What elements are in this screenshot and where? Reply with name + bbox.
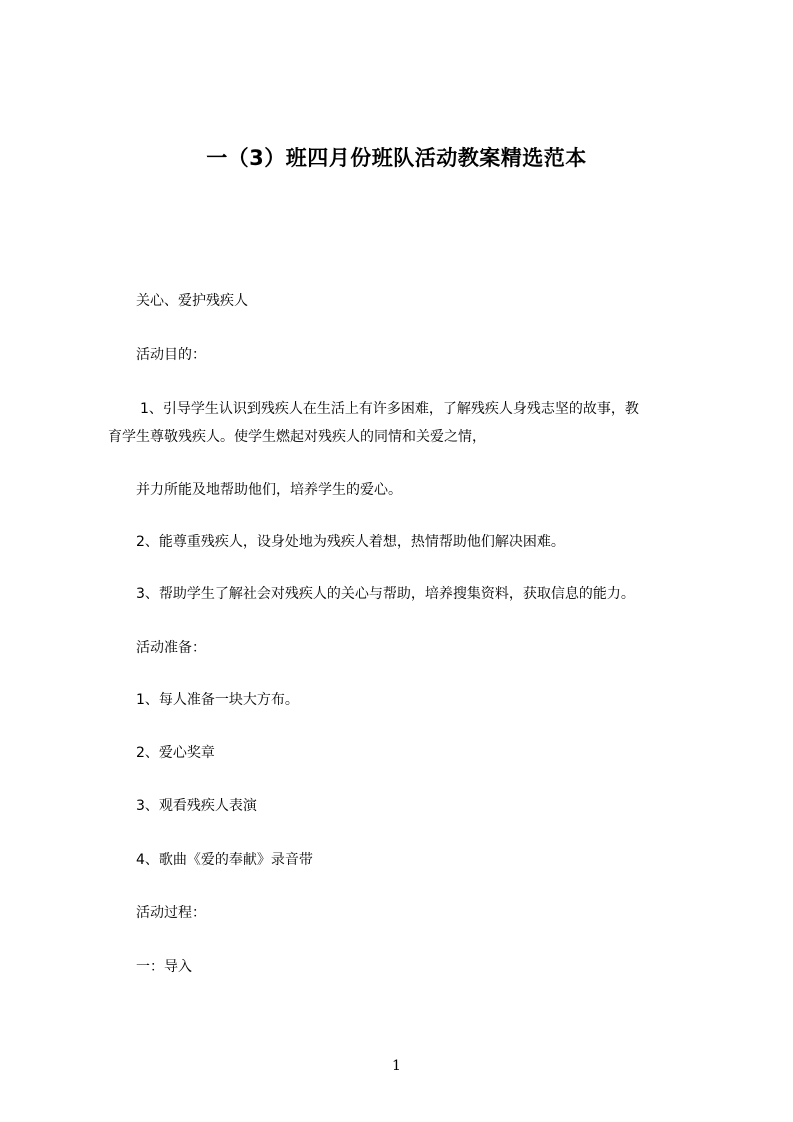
section-heading-care-disabled: 关心、爱护残疾人 <box>136 293 248 309</box>
goal-item-1-line-2: 育学生尊敬残疾人。使学生燃起对残疾人的同情和关爱之情， <box>108 429 486 445</box>
preparation-item-2: 2、爱心奖章 <box>136 745 215 761</box>
goal-item-3: 3、帮助学生了解社会对残疾人的关心与帮助，培养搜集资料，获取信息的能力。 <box>136 586 635 602</box>
section-heading-activity-process: 活动过程： <box>136 905 206 921</box>
goal-item-1-continuation: 并力所能及地帮助他们，培养学生的爱心。 <box>136 482 402 498</box>
preparation-item-3: 3、观看残疾人表演 <box>136 798 257 814</box>
document-title: 一（3）班四月份班队活动教案精选范本 <box>206 146 587 170</box>
goal-item-2: 2、能尊重残疾人，设身处地为残疾人着想，热情帮助他们解决困难。 <box>136 534 565 550</box>
preparation-item-4: 4、歌曲《爱的奉献》录音带 <box>136 852 313 868</box>
section-heading-activity-goals: 活动目的： <box>136 347 206 363</box>
section-heading-activity-preparation: 活动准备： <box>136 640 206 656</box>
process-step-introduction: 一：导入 <box>136 959 192 975</box>
page-number: 1 <box>392 1058 401 1074</box>
goal-item-1-line-1: 1、引导学生认识到残疾人在生活上有许多困难，了解残疾人身残志坚的故事，教 <box>140 401 639 417</box>
preparation-item-1: 1、每人准备一块大方布。 <box>136 692 299 708</box>
